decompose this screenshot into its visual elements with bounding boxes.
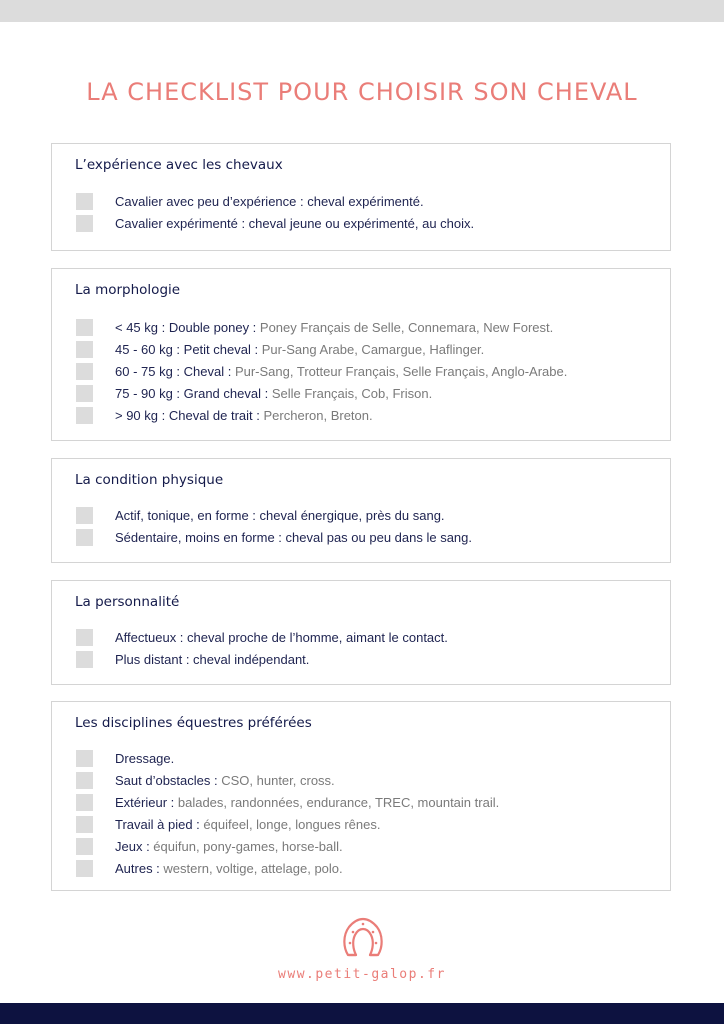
checkbox[interactable]	[76, 838, 93, 855]
item-label: Autres :	[115, 860, 164, 876]
top-bar	[0, 0, 724, 22]
checkbox[interactable]	[76, 651, 93, 668]
item-desc: Pur-Sang Arabe, Camargue, Haflinger.	[261, 341, 485, 357]
checkbox[interactable]	[76, 341, 93, 358]
checkbox[interactable]	[76, 363, 93, 380]
checkbox[interactable]	[76, 507, 93, 524]
item-label: Affectueux : cheval proche de l’homme, aimant le contact.	[115, 629, 448, 645]
checkbox[interactable]	[76, 385, 93, 402]
item-label: Cavalier avec peu d’expérience : cheval expérimenté.	[115, 193, 424, 209]
checklist-item	[76, 769, 499, 791]
item-label: > 90 kg : Cheval de trait :	[115, 407, 264, 423]
item-desc: équifeel, longe, longues rênes.	[203, 816, 381, 832]
checkbox[interactable]	[76, 319, 93, 336]
checkbox[interactable]	[76, 215, 93, 232]
checklist-item	[76, 190, 474, 212]
checklist-item	[76, 747, 499, 769]
section-experience	[51, 143, 671, 251]
checklist-item	[76, 813, 499, 835]
item-label: Travail à pied :	[115, 816, 204, 832]
section-heading: La morphologie	[75, 282, 181, 298]
item-label: Dressage.	[115, 750, 175, 766]
item-label: 75 - 90 kg : Grand cheval :	[115, 385, 272, 401]
item-desc: western, voltige, attelage, polo.	[163, 860, 343, 876]
checkbox[interactable]	[76, 193, 93, 210]
checkbox[interactable]	[76, 772, 93, 789]
checklist-item	[76, 648, 448, 670]
item-label: Sédentaire, moins en forme : cheval pas ou peu dans le sang.	[115, 529, 472, 545]
checklist-item	[76, 504, 472, 526]
item-label: < 45 kg : Double poney :	[115, 319, 260, 335]
item-label: Plus distant : cheval indépendant.	[115, 651, 310, 667]
section-heading: La condition physique	[75, 472, 224, 488]
checkbox[interactable]	[76, 407, 93, 424]
section-heading: L’expérience avec les chevaux	[75, 157, 283, 173]
item-label: 60 - 75 kg : Cheval :	[115, 363, 235, 379]
checklist-item	[76, 791, 499, 813]
item-label: Jeux :	[115, 838, 154, 854]
item-desc: équifun, pony-games, horse-ball.	[153, 838, 343, 854]
item-label: Extérieur :	[115, 794, 178, 810]
item-desc: Poney Français de Selle, Connemara, New Forest.	[259, 319, 554, 335]
horseshoe-icon	[339, 913, 387, 961]
section-condition-physique	[51, 458, 671, 563]
checklist-item	[76, 404, 567, 426]
checklist-item	[76, 212, 474, 234]
checkbox[interactable]	[76, 750, 93, 767]
section-heading: Les disciplines équestres préférées	[75, 715, 312, 731]
checklist-item	[76, 835, 499, 857]
checklist-item	[76, 360, 567, 382]
checkbox[interactable]	[76, 860, 93, 877]
item-desc: Selle Français, Cob, Frison.	[271, 385, 433, 401]
checklist-item	[76, 338, 567, 360]
item-label: Actif, tonique, en forme : cheval énergique, près du sang.	[115, 507, 445, 523]
section-heading: La personnalité	[75, 594, 180, 610]
page-title: LA CHECKLIST POUR CHOISIR SON CHEVAL	[86, 78, 638, 106]
item-desc: Percheron, Breton.	[263, 407, 373, 423]
checklist-item	[76, 857, 499, 879]
checkbox[interactable]	[76, 816, 93, 833]
item-desc: CSO, hunter, cross.	[221, 772, 335, 788]
checkbox[interactable]	[76, 529, 93, 546]
checklist-item	[76, 382, 567, 404]
section-morphologie	[51, 268, 671, 441]
section-personnalite	[51, 580, 671, 685]
checklist-item	[76, 626, 448, 648]
item-label: Saut d’obstacles :	[115, 772, 222, 788]
item-desc: balades, randonnées, endurance, TREC, mountain trail.	[177, 794, 500, 810]
item-label: 45 - 60 kg : Petit cheval :	[115, 341, 262, 357]
item-label: Cavalier expérimenté : cheval jeune ou expérimenté, au choix.	[115, 215, 475, 231]
website-url[interactable]: www.petit-galop.fr	[278, 967, 446, 982]
checklist-item	[76, 316, 567, 338]
checkbox[interactable]	[76, 629, 93, 646]
bottom-bar	[0, 1003, 724, 1024]
checkbox[interactable]	[76, 794, 93, 811]
section-disciplines	[51, 701, 671, 891]
item-desc: Pur-Sang, Trotteur Français, Selle Français, Anglo-Arabe.	[234, 363, 568, 379]
checklist-item	[76, 526, 472, 548]
